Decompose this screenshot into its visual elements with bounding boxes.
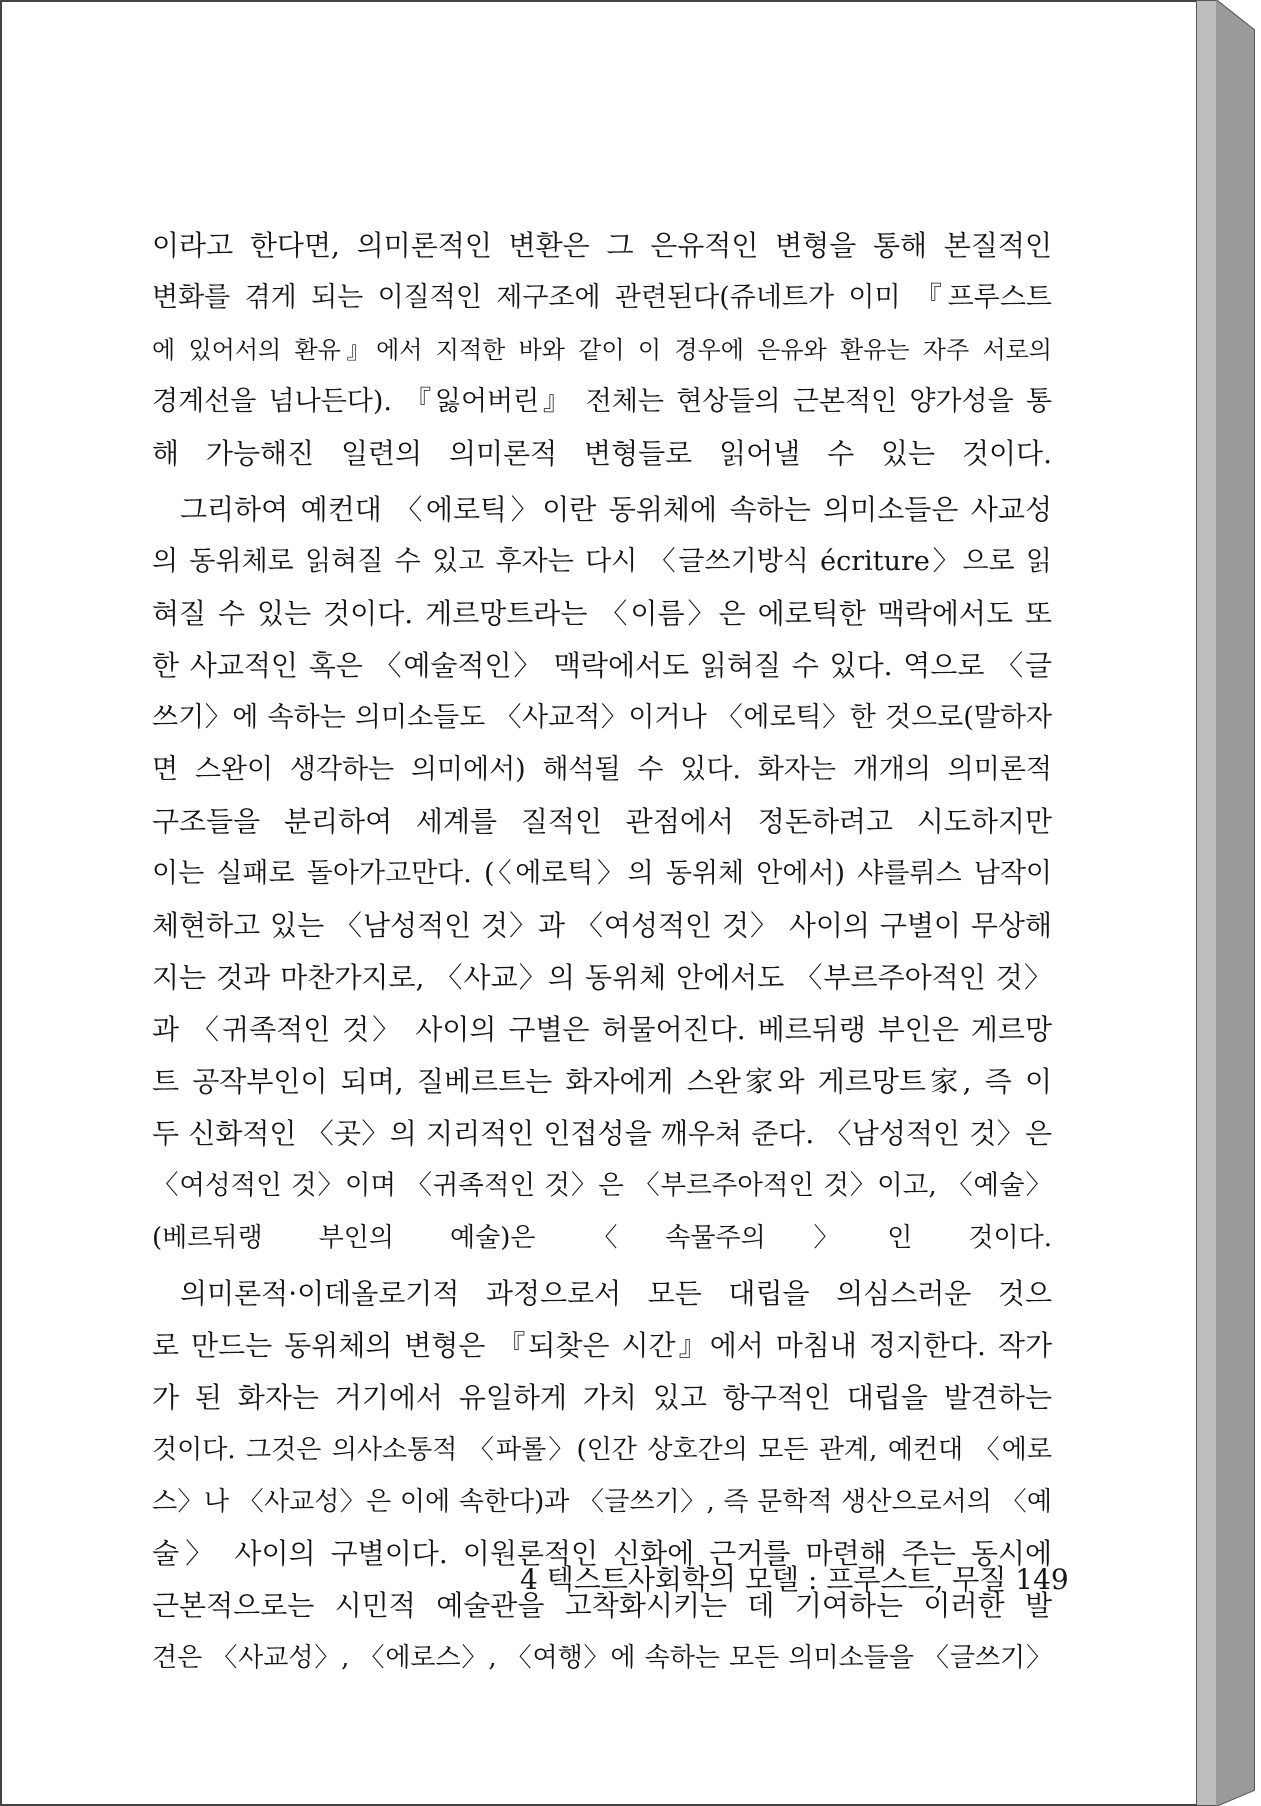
text-line: 두 신화적인 〈곳〉의 지리적인 인접성을 깨우쳐 준다. 〈남성적인 것〉은	[152, 1117, 1052, 1150]
text-line: 체현하고 있는 〈남성적인 것〉과 〈여성적인 것〉 사이의 구별이 무상해	[152, 909, 1052, 942]
text-line: 견은 〈사교성〉, 〈에로스〉, 〈여행〉에 속하는 모든 의미소들을 〈글쓰기〉	[152, 1643, 1052, 1673]
text-line: 혀질 수 있는 것이다. 게르망트라는 〈이름〉은 에로틱한 맥락에서도 또	[152, 597, 1052, 630]
text-line: 한 사교적인 혹은 〈예술적인〉 맥락에서도 읽혀질 수 있다. 역으로 〈글	[152, 649, 1052, 682]
text-line: 구조들을 분리하여 세계를 질적인 관점에서 정돈하려고 시도하지만	[152, 805, 1052, 838]
text-line: 이는 실패로 돌아가고만다. (〈에로틱〉의 동위체 안에서) 샤를뤼스 남작이	[152, 858, 1052, 889]
text-line: 의 동위체로 읽혀질 수 있고 후자는 다시 〈글쓰기방식 écriture〉으로 읽	[152, 546, 1052, 577]
chapter-title: 4 텍스트사회학의 모델 : 프루스트, 무질	[520, 1563, 1007, 1596]
text-line: 스〉나 〈사교성〉은 이에 속한다)과 〈글쓰기〉, 즉 문학적 생산으로서의 〈예	[152, 1487, 1052, 1517]
text-line: 경계선을 넘나든다). 『잃어버린』 전체는 현상들의 근본적인 양가성을 통	[152, 386, 1052, 417]
text-line: 면 스완이 생각하는 의미에서) 해석될 수 있다. 화자는 개개의 의미론적	[152, 754, 1052, 785]
page-number: 149	[1015, 1563, 1069, 1596]
text-line: 의미론적·이데올로기적 과정으로서 모든 대립을 의심스러운 것으	[180, 1277, 1052, 1310]
text-line: 그리하여 예컨대 〈에로틱〉이란 동위체에 속하는 의미소들은 사교성	[180, 493, 1052, 526]
text-line: 과 〈귀족적인 것〉 사이의 구별은 허물어진다. 베르뒤랭 부인은 게르망	[152, 1013, 1052, 1046]
text-line: 이라고 한다면, 의미론적인 변환은 그 은유적인 변형을 통해 본질적인	[152, 229, 1052, 262]
text-line: 트 공작부인이 되며, 질베르트는 화자에게 스완家와 게르망트家, 즉 이	[152, 1065, 1052, 1098]
text-line: 것이다. 그것은 의사소통적 〈파롤〉(인간 상호간의 모든 관계, 예컨대 〈에로	[152, 1435, 1052, 1465]
text-line: 지는 것과 마찬가지로, 〈사교〉의 동위체 안에서도 〈부르주아적인 것〉	[152, 961, 1052, 994]
text-line: 로 만드는 동위체의 변형은 『되찾은 시간』에서 마침내 정지한다. 작가	[152, 1329, 1052, 1362]
text-line: 에 있어서의 환유』에서 지적한 바와 같이 이 경우에 은유와 환유는 자주 서로의	[152, 336, 1052, 364]
page-edge-shadow	[1196, 0, 1261, 1806]
text-line: 〈여성적인 것〉이며 〈귀족적인 것〉은 〈부르주아적인 것〉이고, 〈예술〉	[152, 1170, 1052, 1201]
text-line: 해 가능해진 일련의 의미론적 변형들로 읽어낼 수 있는 것이다.	[152, 437, 1052, 470]
page-footer	[520, 1558, 1069, 1598]
text-line: 가 된 화자는 거기에서 유일하게 가치 있고 항구적인 대립을 발견하는	[152, 1381, 1052, 1414]
text-line: 술〉 사이의 구별이다. 이원론적인 신화에 근거를 마련해 주는 동시에	[152, 1537, 1052, 1570]
text-line: 쓰기〉에 속하는 의미소들도 〈사교적〉이거나 〈에로틱〉한 것으로(말하자	[152, 702, 1052, 733]
text-line: (베르뒤랭 부인의 예술)은 〈속물주의〉인 것이다.	[152, 1223, 1052, 1253]
text-line: 변화를 겪게 되는 이질적인 제구조에 관련된다(쥬네트가 이미 『프루스트	[152, 282, 1052, 313]
text-line: 근본적으로는 시민적 예술관을 고착화시키는 데 기여하는 이러한 발	[152, 1589, 1052, 1622]
